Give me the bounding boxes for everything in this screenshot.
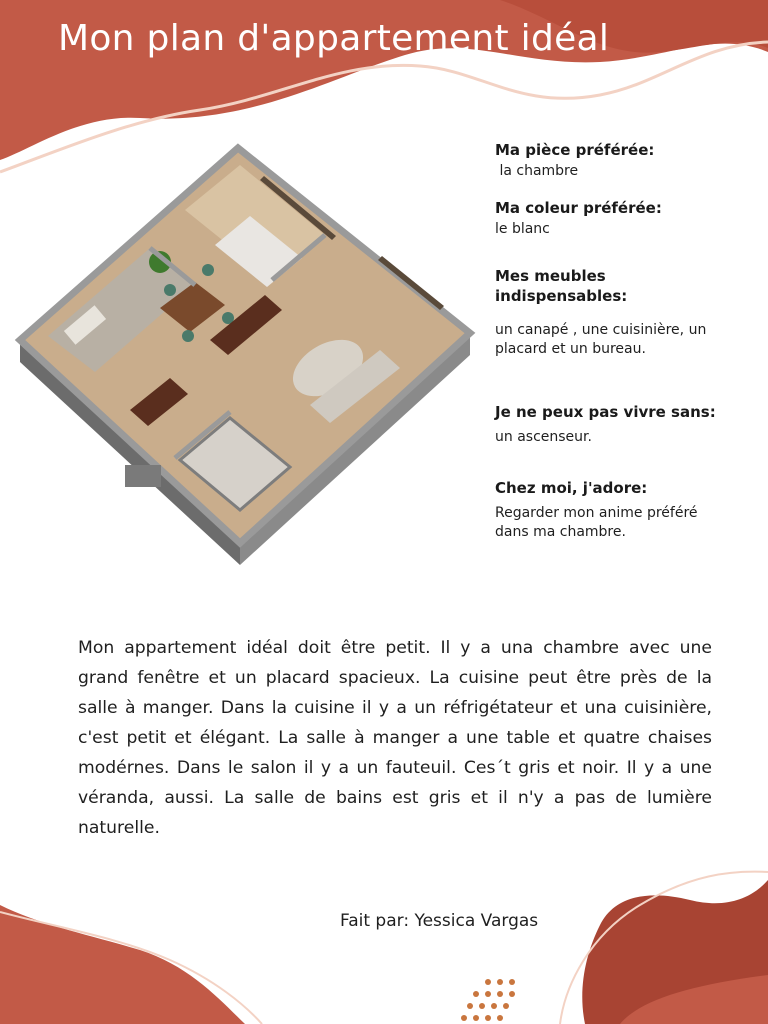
info-answer: un ascenseur. (495, 429, 592, 445)
info-furniture (495, 266, 695, 306)
info-question: Ma coleur préférée: (495, 199, 662, 217)
plan-chair (182, 330, 194, 342)
info-question: Mes meubles indispensables: (495, 267, 628, 305)
info-love-at-home (495, 478, 735, 542)
info-cannot-live-without (495, 402, 760, 447)
info-answer: le blanc (495, 221, 550, 237)
info-question: Je ne peux pas vivre sans: (495, 403, 716, 421)
plan-chair (202, 264, 214, 276)
page-title: Mon plan d'appartement idéal (58, 18, 610, 59)
footer-wave-left (0, 905, 245, 1024)
info-answer: la chambre (495, 163, 579, 179)
plan-chair (164, 284, 176, 296)
info-question: Chez moi, j'adore: (495, 479, 648, 497)
dot-pattern (461, 979, 515, 1021)
info-answer: Regarder mon anime préféré dans ma chambre. (495, 505, 698, 540)
info-answer: un canapé , une cuisinière, un placard et un bureau. (495, 322, 707, 357)
info-furniture-answer-block (495, 319, 760, 359)
info-question: Ma pièce préférée: (495, 141, 655, 159)
apartment-floor-plan-image (10, 140, 480, 570)
author-signature: Fait par: Yessica Vargas (340, 911, 539, 931)
info-favorite-color (495, 198, 760, 239)
info-favorite-room (495, 140, 760, 181)
plan-entrance (125, 465, 161, 487)
description-paragraph: Mon appartement idéal doit être petit. Il y a una chambre avec une grand fenêtre et un placard spacieux. La cuisine peut être près de la salle à manger. Dans la cuisine il y a un réfrigétateur et una cuisinière, c'est petit et élégant. La salle à manger a une table et quatre chaises modérnes. Dans le salon il y a un fauteuil. Ces´t gris et noir. Il y a une véranda, aussi. La salle de bains est gris et il n'y a pas de lumière naturelle. (78, 638, 712, 838)
